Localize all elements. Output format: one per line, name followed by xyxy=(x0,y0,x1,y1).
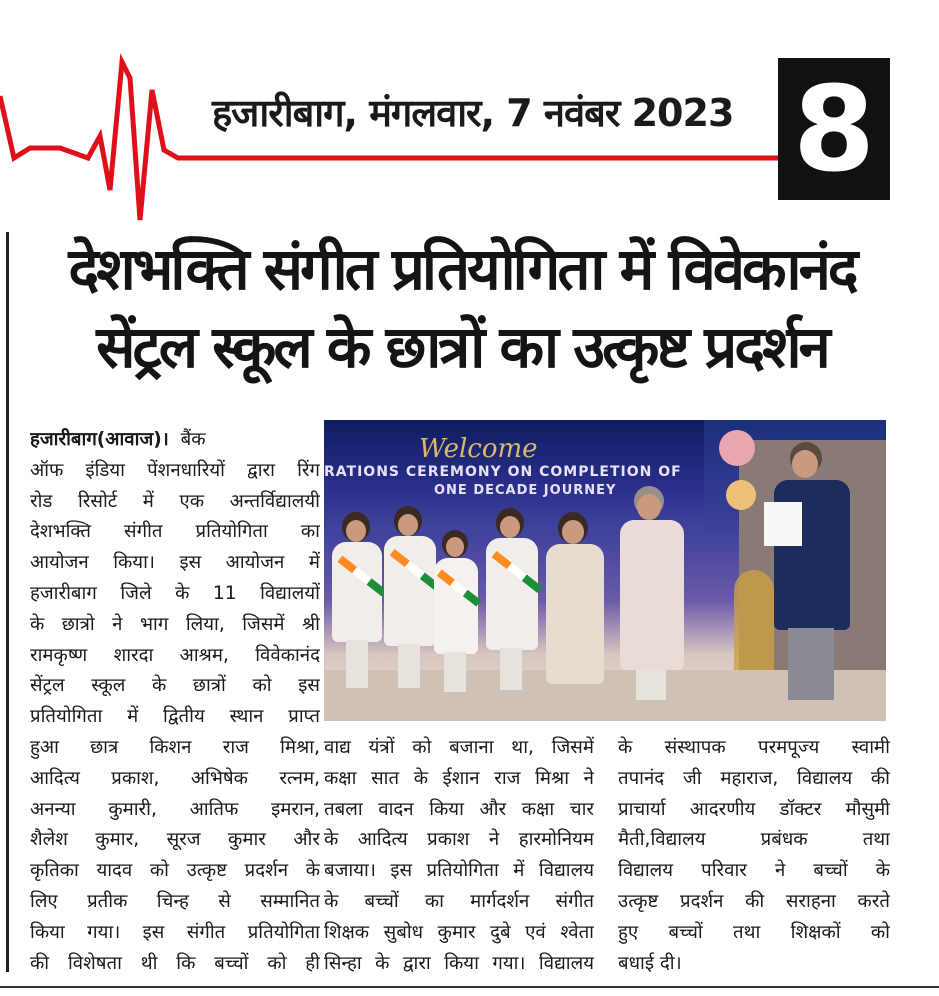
article-line: कृतिका यादव को उत्कृष्ट प्रदर्शन के xyxy=(30,860,320,882)
article-line: की विशेषता थी कि बच्चों को ही xyxy=(30,952,320,974)
article-column-3 xyxy=(618,733,890,979)
article-line: तपानंद जी महाराज, विद्यालय की xyxy=(618,767,890,789)
photo-banner-line-1: RATIONS CEREMONY ON COMPLETION OF xyxy=(324,464,682,480)
flower-decoration xyxy=(726,480,756,510)
article-line: के आदित्य प्रकाश ने हारमोनियम xyxy=(324,829,594,851)
headline xyxy=(22,230,902,386)
article-line: के संस्थापक परमपूज्य स्वामी xyxy=(618,737,890,758)
photo-banner-line-2: ONE DECADE JOURNEY xyxy=(434,483,617,498)
masthead xyxy=(0,0,939,230)
column-rule xyxy=(6,232,9,972)
article-line: वाद्य यंत्रों को बजाना था, जिसमें xyxy=(324,737,594,758)
article-photo xyxy=(324,420,886,721)
article-line: आयोजन किया। इस आयोजन में xyxy=(30,552,320,574)
article-line: बजाया। इस प्रतियोगिता में विद्यालय xyxy=(324,860,594,882)
article-column-1 xyxy=(30,425,320,979)
article-line: कक्षा सात के ईशान राज मिश्रा ने xyxy=(324,767,594,789)
article-line xyxy=(30,425,320,456)
article-line: बधाई दी। xyxy=(618,952,682,974)
headline-line-1: देशभक्ति संगीत प्रतियोगिता में विवेकानंद xyxy=(68,235,856,303)
article-line-text: बैंक xyxy=(180,429,206,450)
article-line: सिन्हा के द्वारा किया गया। विद्यालय xyxy=(324,952,594,974)
article-line: अनन्या कुमारी, आतिफ इमरान, xyxy=(30,798,320,820)
dateline: हजारीबाग, मंगलवार, 7 नवंबर 2023 xyxy=(212,91,734,135)
decor-stand xyxy=(734,570,774,680)
article-line: हुए बच्चों तथा शिक्षकों को xyxy=(618,921,890,943)
article-line: आदित्य प्रकाश, अभिषेक रत्नम, xyxy=(30,767,320,789)
article-column-2 xyxy=(324,733,594,979)
article-line: रामकृष्ण शारदा आश्रम, विवेकानंद xyxy=(30,644,320,666)
article-source: हजारीबाग(आवाज)। xyxy=(30,429,169,450)
article-line: तबला वादन किया और कक्षा चार xyxy=(324,798,594,820)
page-bottom-rule xyxy=(0,986,939,988)
article-line: मैती,विद्यालय प्रबंधक तथा xyxy=(618,829,890,851)
article-line: देशभक्ति संगीत प्रतियोगिता का xyxy=(30,521,320,543)
article-line: सेंट्रल स्कूल के छात्रों को इस xyxy=(30,675,320,697)
article-line: हजारीबाग जिले के 11 विद्यालयों xyxy=(30,582,320,604)
article-line: उत्कृष्ट प्रदर्शन की सराहना करते xyxy=(618,890,890,912)
article-line: के छात्रो ने भाग लिया, जिसमें श्री xyxy=(30,613,320,635)
article-line: प्राचार्या आदरणीय डॉक्टर मौसुमी xyxy=(618,798,890,820)
article-line: हुआ छात्र किशन राज मिश्रा, xyxy=(30,736,320,758)
article-line: रोड रिसोर्ट में एक अन्तर्विद्यालयी xyxy=(30,490,320,512)
article-line: लिए प्रतीक चिन्ह से सम्मानित xyxy=(30,890,320,912)
photo-banner-welcome: Welcome xyxy=(419,434,538,464)
article-line: किया गया। इस संगीत प्रतियोगिता xyxy=(30,921,320,943)
headline-line-2: सेंट्रल स्कूल के छात्रों का उत्कृष्ट प्रदर्शन xyxy=(96,313,828,381)
article-line: के बच्चों का मार्गदर्शन संगीत xyxy=(324,890,594,912)
article-line: शैलेश कुमार, सूरज कुमार और xyxy=(30,829,320,851)
article-line: ऑफ इंडिया पेंशनधारियों द्वारा रिंग xyxy=(30,459,320,481)
article-line: विद्यालय परिवार ने बच्चों के xyxy=(618,860,890,882)
article-line: प्रतियोगिता में द्वितीय स्थान प्राप्त xyxy=(30,706,320,728)
article-line: शिक्षक सुबोध कुमार दुबे एवं श्वेता xyxy=(324,921,594,943)
flower-decoration xyxy=(719,430,755,466)
page-number: 8 xyxy=(778,58,890,200)
